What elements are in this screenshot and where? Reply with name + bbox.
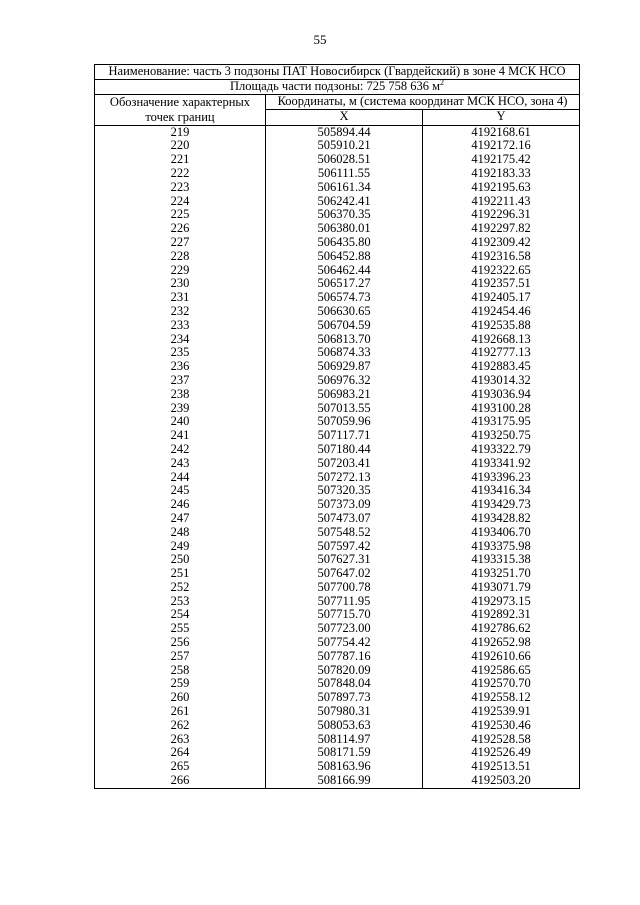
y-coordinate-cell: 4192786.62 <box>423 622 580 636</box>
x-coordinate-cell: 507627.31 <box>266 553 423 567</box>
point-number-cell: 247 <box>95 512 266 526</box>
y-coordinate-cell: 4193175.95 <box>423 415 580 429</box>
y-coordinate-cell: 4193375.98 <box>423 540 580 554</box>
y-coordinate-cell: 4193250.75 <box>423 429 580 443</box>
point-number-cell: 225 <box>95 208 266 222</box>
point-number-cell: 229 <box>95 264 266 278</box>
x-coordinate-cell: 506370.35 <box>266 208 423 222</box>
table-row <box>95 608 580 622</box>
table-row <box>95 388 580 402</box>
x-coordinate-cell: 507203.41 <box>266 457 423 471</box>
point-number-cell: 263 <box>95 733 266 747</box>
table-row <box>95 760 580 774</box>
y-coordinate-cell: 4192503.20 <box>423 774 580 788</box>
point-number-cell: 241 <box>95 429 266 443</box>
point-number-cell: 250 <box>95 553 266 567</box>
table-row <box>95 305 580 319</box>
table-row <box>95 208 580 222</box>
point-number-cell: 231 <box>95 291 266 305</box>
y-coordinate-cell: 4192183.33 <box>423 167 580 181</box>
table-row <box>95 733 580 747</box>
x-coordinate-cell: 507473.07 <box>266 512 423 526</box>
y-coordinate-cell: 4192668.13 <box>423 333 580 347</box>
y-coordinate-cell: 4192652.98 <box>423 636 580 650</box>
point-number-cell: 248 <box>95 526 266 540</box>
table-row <box>95 677 580 691</box>
x-coordinate-cell: 506435.80 <box>266 236 423 250</box>
x-coordinate-cell: 507320.35 <box>266 484 423 498</box>
x-coordinate-cell: 506517.27 <box>266 277 423 291</box>
point-number-cell: 246 <box>95 498 266 512</box>
table-row <box>95 277 580 291</box>
point-number-cell: 254 <box>95 608 266 622</box>
table-row <box>95 719 580 733</box>
y-coordinate-cell: 4192168.61 <box>423 125 580 139</box>
point-number-cell: 230 <box>95 277 266 291</box>
point-number-cell: 258 <box>95 664 266 678</box>
x-coordinate-cell: 506452.88 <box>266 250 423 264</box>
table-row <box>95 705 580 719</box>
y-coordinate-cell: 4192316.58 <box>423 250 580 264</box>
x-coordinate-cell: 507117.71 <box>266 429 423 443</box>
table-row <box>95 553 580 567</box>
table-row <box>95 236 580 250</box>
area-unit-superscript: 2 <box>440 77 444 87</box>
y-coordinate-cell: 4192777.13 <box>423 346 580 360</box>
y-coordinate-cell: 4193036.94 <box>423 388 580 402</box>
y-coordinate-cell: 4193315.38 <box>423 553 580 567</box>
x-coordinate-cell: 506929.87 <box>266 360 423 374</box>
zone-title: Наименование: часть 3 подзоны ПАТ Новосибирск (Гвардейский) в зоне 4 МСК НСО <box>95 65 580 80</box>
point-number-cell: 253 <box>95 595 266 609</box>
y-coordinate-cell: 4193071.79 <box>423 581 580 595</box>
coords-column-header: Координаты, м (система координат МСК НСО, зона 4) <box>266 94 580 110</box>
y-coordinate-cell: 4192528.58 <box>423 733 580 747</box>
table-row <box>95 581 580 595</box>
table-row <box>95 636 580 650</box>
x-coordinate-cell: 508053.63 <box>266 719 423 733</box>
table-row <box>95 222 580 236</box>
x-coordinate-cell: 506462.44 <box>266 264 423 278</box>
y-coordinate-cell: 4192610.66 <box>423 650 580 664</box>
table-header <box>95 65 580 126</box>
x-coordinate-cell: 506028.51 <box>266 153 423 167</box>
y-coordinate-cell: 4192322.65 <box>423 264 580 278</box>
y-coordinate-cell: 4192454.46 <box>423 305 580 319</box>
point-number-cell: 223 <box>95 181 266 195</box>
y-coordinate-cell: 4193341.92 <box>423 457 580 471</box>
table-row <box>95 774 580 788</box>
x-coordinate-cell: 507272.13 <box>266 471 423 485</box>
x-coordinate-cell: 507787.16 <box>266 650 423 664</box>
x-coordinate-cell: 507723.00 <box>266 622 423 636</box>
x-coordinate-cell: 507711.95 <box>266 595 423 609</box>
point-number-cell: 236 <box>95 360 266 374</box>
y-coordinate-cell: 4193428.82 <box>423 512 580 526</box>
point-number-cell: 233 <box>95 319 266 333</box>
point-number-cell: 226 <box>95 222 266 236</box>
table-row <box>95 250 580 264</box>
point-number-cell: 224 <box>95 195 266 209</box>
point-number-cell: 255 <box>95 622 266 636</box>
point-number-cell: 252 <box>95 581 266 595</box>
point-number-cell: 222 <box>95 167 266 181</box>
point-number-cell: 220 <box>95 139 266 153</box>
table-row <box>95 484 580 498</box>
point-number-cell: 262 <box>95 719 266 733</box>
table-row <box>95 498 580 512</box>
x-coordinate-cell: 507647.02 <box>266 567 423 581</box>
x-coordinate-cell: 507059.96 <box>266 415 423 429</box>
point-number-cell: 264 <box>95 746 266 760</box>
point-number-cell: 244 <box>95 471 266 485</box>
y-coordinate-cell: 4192309.42 <box>423 236 580 250</box>
table-row <box>95 540 580 554</box>
table-row <box>95 139 580 153</box>
point-number-cell: 240 <box>95 415 266 429</box>
x-coordinate-cell: 505894.44 <box>266 125 423 139</box>
area-line <box>95 79 580 94</box>
point-number-cell: 227 <box>95 236 266 250</box>
y-coordinate-cell: 4192539.91 <box>423 705 580 719</box>
y-column-header: Y <box>423 110 580 126</box>
y-coordinate-cell: 4192883.45 <box>423 360 580 374</box>
x-coordinate-cell: 507373.09 <box>266 498 423 512</box>
table-row <box>95 691 580 705</box>
point-number-cell: 260 <box>95 691 266 705</box>
point-number-cell: 238 <box>95 388 266 402</box>
x-coordinate-cell: 506976.32 <box>266 374 423 388</box>
x-coordinate-cell: 507597.42 <box>266 540 423 554</box>
table-row <box>95 264 580 278</box>
table-row <box>95 567 580 581</box>
table-row <box>95 346 580 360</box>
x-coordinate-cell: 506380.01 <box>266 222 423 236</box>
x-column-header: X <box>266 110 423 126</box>
y-coordinate-cell: 4193251.70 <box>423 567 580 581</box>
point-number-cell: 251 <box>95 567 266 581</box>
x-coordinate-cell: 508166.99 <box>266 774 423 788</box>
x-coordinate-cell: 507897.73 <box>266 691 423 705</box>
points-column-header <box>95 94 266 125</box>
table-row <box>95 374 580 388</box>
table-row <box>95 746 580 760</box>
y-coordinate-cell: 4192357.51 <box>423 277 580 291</box>
y-coordinate-cell: 4193406.70 <box>423 526 580 540</box>
table-row <box>95 595 580 609</box>
point-number-cell: 235 <box>95 346 266 360</box>
table-row <box>95 650 580 664</box>
y-coordinate-cell: 4193100.28 <box>423 402 580 416</box>
y-coordinate-cell: 4192973.15 <box>423 595 580 609</box>
points-column-label: Обозначение характерных точек границ <box>109 94 251 124</box>
table-row <box>95 360 580 374</box>
table-row <box>95 457 580 471</box>
point-number-cell: 237 <box>95 374 266 388</box>
point-number-cell: 234 <box>95 333 266 347</box>
x-coordinate-cell: 506574.73 <box>266 291 423 305</box>
point-number-cell: 261 <box>95 705 266 719</box>
x-coordinate-cell: 506630.65 <box>266 305 423 319</box>
table-row <box>95 291 580 305</box>
y-coordinate-cell: 4192405.17 <box>423 291 580 305</box>
table-row <box>95 153 580 167</box>
table-row <box>95 195 580 209</box>
y-coordinate-cell: 4193322.79 <box>423 443 580 457</box>
table-row <box>95 471 580 485</box>
y-coordinate-cell: 4192570.70 <box>423 677 580 691</box>
table-row <box>95 443 580 457</box>
point-number-cell: 249 <box>95 540 266 554</box>
point-number-cell: 245 <box>95 484 266 498</box>
table-row <box>95 181 580 195</box>
point-number-cell: 239 <box>95 402 266 416</box>
table-row <box>95 333 580 347</box>
y-coordinate-cell: 4192172.16 <box>423 139 580 153</box>
x-coordinate-cell: 505910.21 <box>266 139 423 153</box>
x-coordinate-cell: 507754.42 <box>266 636 423 650</box>
x-coordinate-cell: 506874.33 <box>266 346 423 360</box>
point-number-cell: 228 <box>95 250 266 264</box>
point-number-cell: 265 <box>95 760 266 774</box>
point-number-cell: 243 <box>95 457 266 471</box>
y-coordinate-cell: 4193429.73 <box>423 498 580 512</box>
x-coordinate-cell: 507700.78 <box>266 581 423 595</box>
y-coordinate-cell: 4192535.88 <box>423 319 580 333</box>
y-coordinate-cell: 4193416.34 <box>423 484 580 498</box>
point-number-cell: 256 <box>95 636 266 650</box>
page-number: 55 <box>313 32 327 47</box>
table-row <box>95 526 580 540</box>
point-number-cell: 221 <box>95 153 266 167</box>
y-coordinate-cell: 4192211.43 <box>423 195 580 209</box>
y-coordinate-cell: 4192530.46 <box>423 719 580 733</box>
x-coordinate-cell: 507180.44 <box>266 443 423 457</box>
x-coordinate-cell: 506704.59 <box>266 319 423 333</box>
x-coordinate-cell: 507548.52 <box>266 526 423 540</box>
y-coordinate-cell: 4192526.49 <box>423 746 580 760</box>
point-number-cell: 242 <box>95 443 266 457</box>
x-coordinate-cell: 507980.31 <box>266 705 423 719</box>
table-row <box>95 415 580 429</box>
y-coordinate-cell: 4192296.31 <box>423 208 580 222</box>
x-coordinate-cell: 506983.21 <box>266 388 423 402</box>
y-coordinate-cell: 4193396.23 <box>423 471 580 485</box>
table-row <box>95 167 580 181</box>
y-coordinate-cell: 4192195.63 <box>423 181 580 195</box>
y-coordinate-cell: 4192175.42 <box>423 153 580 167</box>
table-row <box>95 319 580 333</box>
x-coordinate-cell: 508114.97 <box>266 733 423 747</box>
y-coordinate-cell: 4192297.82 <box>423 222 580 236</box>
x-coordinate-cell: 506242.41 <box>266 195 423 209</box>
coordinates-table <box>94 64 580 789</box>
y-coordinate-cell: 4193014.32 <box>423 374 580 388</box>
x-coordinate-cell: 508163.96 <box>266 760 423 774</box>
point-number-cell: 259 <box>95 677 266 691</box>
point-number-cell: 266 <box>95 774 266 788</box>
table-row <box>95 402 580 416</box>
x-coordinate-cell: 506111.55 <box>266 167 423 181</box>
y-coordinate-cell: 4192513.51 <box>423 760 580 774</box>
table-row <box>95 622 580 636</box>
point-number-cell: 257 <box>95 650 266 664</box>
y-coordinate-cell: 4192558.12 <box>423 691 580 705</box>
x-coordinate-cell: 507820.09 <box>266 664 423 678</box>
x-coordinate-cell: 508171.59 <box>266 746 423 760</box>
x-coordinate-cell: 507715.70 <box>266 608 423 622</box>
table-body <box>95 125 580 788</box>
x-coordinate-cell: 506813.70 <box>266 333 423 347</box>
table-row <box>95 664 580 678</box>
point-number-cell: 232 <box>95 305 266 319</box>
x-coordinate-cell: 507013.55 <box>266 402 423 416</box>
table-row <box>95 125 580 139</box>
y-coordinate-cell: 4192892.31 <box>423 608 580 622</box>
table-row <box>95 429 580 443</box>
area-text: Площадь части подзоны: 725 758 636 м <box>230 78 440 93</box>
point-number-cell: 219 <box>95 125 266 139</box>
y-coordinate-cell: 4192586.65 <box>423 664 580 678</box>
x-coordinate-cell: 507848.04 <box>266 677 423 691</box>
table-row <box>95 512 580 526</box>
x-coordinate-cell: 506161.34 <box>266 181 423 195</box>
